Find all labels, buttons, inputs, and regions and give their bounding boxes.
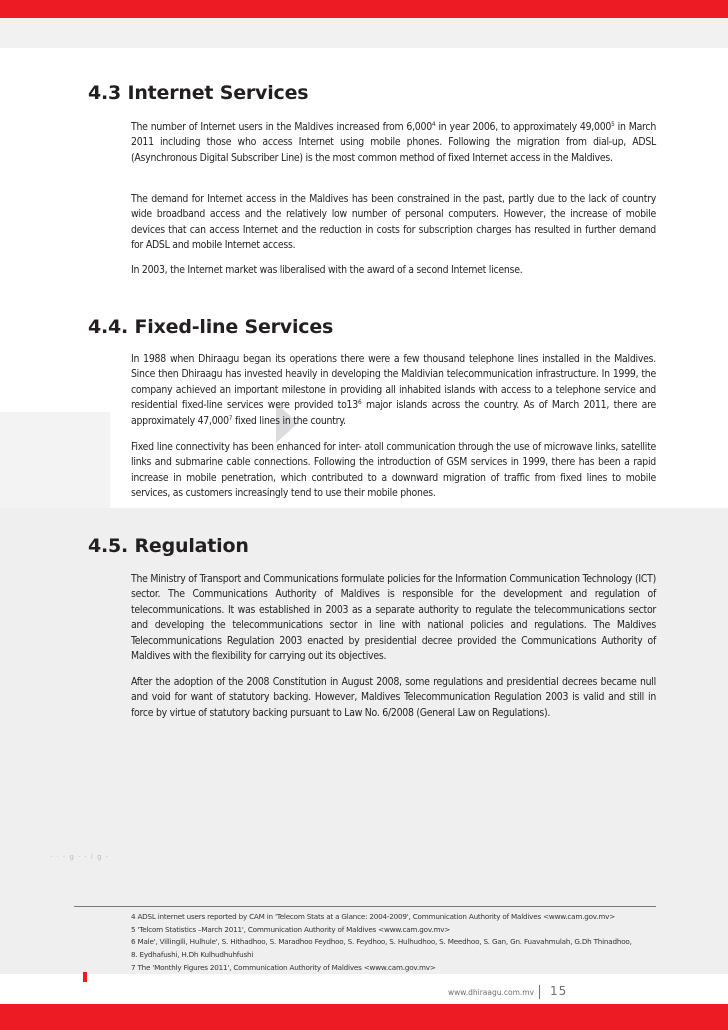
footnote-marker: 4: [431, 120, 436, 128]
footnote-marker: 6: [357, 398, 362, 407]
footnote: 5 'Telcom Statistics –March 2011', Communication Authority of Maldives <www.cam.gov.mv>: [131, 924, 451, 934]
paragraph: After the adoption of the 2008 Constitution in August 2008, some regulations and presidential decrees became null and void for want of statutory backing. However, Maldives Telecommunication Regulation 2003 is valid and still in force by virtue of statutory backing pursuant to Law No. 6/2008 (General Law on Regulations).: [131, 676, 656, 719]
footnote-marker: 7: [228, 413, 233, 422]
top-red-band: [0, 0, 728, 18]
footer-separator: [539, 985, 540, 999]
footnote: 7 The 'Monthly Figures 2011', Communication Authority of Maldives <www.cam.gov.mv>: [131, 962, 436, 972]
footnote: 4 ADSL internet users reported by CAM in 'Telecom Stats at a Glance: 2004-2009', Communication Authority of Maldives <www.cam.gov.mv>: [131, 912, 616, 921]
footnote: 8. Eydhafushi, H.Dh Kulhudhuhfushi: [131, 950, 254, 960]
footer-bar: [0, 974, 728, 1004]
heading-internet-services: 4.3 Internet Services: [88, 82, 309, 104]
footer-website-link[interactable]: www.dhiraagu.com.mv: [448, 988, 535, 997]
footnote-divider: [74, 906, 656, 907]
footer-accent-mark: [83, 972, 87, 982]
page-number: 15: [550, 984, 568, 998]
paragraph: The number of Internet users in the Maldives increased from 6,000$^4$ in year 2006, to approximately 49,000$^5$ in March 2011 including those who access Internet using mobile phones. Following the migration from dial-up, ADSL (Asynchronous Digital Subscriber Line) is the most common method of fixed Internet access in the Maldives.: [131, 120, 656, 164]
footnote-marker: 5: [611, 120, 615, 128]
paragraph: The Ministry of Transport and Communications formulate policies for the Information Communication Technology (ICT) sector. The Communications Authority of Maldives is responsible for the development and regulation of telecommunications. It was established in 2003 as a separate authority to regulate the telecommunications sector and developing the telecommunications sector in line with national policies and regulations. The Maldives Telecommunications Regulation 2003 enacted by presidential decree provided the Communications Authority of Maldives with the flexibility for carrying out its objectives.: [131, 573, 656, 663]
left-grey-block: [0, 412, 110, 508]
footnote: 6 Male', Villingili, Hulhule', S. Hithadhoo, S. Maradhoo Feydhoo, S. Feydhoo, S. Hulhudhoo, S. Meedhoo, S. Gan, Gn. Fuavahmulah, G.Dh Thinadhoo,: [131, 937, 632, 947]
footnotes: [131, 911, 671, 975]
paragraph: Fixed line connectivity has been enhanced for inter- atoll communication through the use of microwave links, satellite links and submarine cable connections. Following the introduction of GSM services in 1999, there has been a rapid increase in mobile penetration, which contributed to a downward migration of traffic from fixed lines to mobile services, as customers increasingly tend to use their mobile phones.: [131, 441, 656, 500]
heading-fixed-line-services: 4.4. Fixed-line Services: [88, 316, 334, 338]
paragraph: In 2003, the Internet market was liberalised with the award of a second Internet license.: [131, 264, 523, 276]
paragraph: The demand for Internet access in the Maldives has been constrained in the past, partly due to the lack of country wide broadband access and the relatively low number of personal computers. However, the increase of mobile devices that can access Internet and the reduction in costs for subscription charges has resulted in further demand for ADSL and mobile Internet access.: [131, 193, 656, 252]
top-grey-band: [0, 18, 728, 48]
heading-regulation: 4.5. Regulation: [88, 535, 249, 557]
paragraph: In 1988 when Dhiraagu began its operations there were a few thousand telephone lines installed in the Maldives. Since then Dhiraagu has invested heavily in developing the Maldivian telecommunication infrastructure. In 1999, the company achieved an important milestone in providing all inhabited islands with access to a telephone service and residential fixed-line services were provided $to13^6$ major islands across the country. As of March 2011, there are approximately 47,000$^7$ fixed lines in the country.: [131, 353, 656, 427]
side-margin-mark: · · · g · · i g ·: [50, 853, 109, 861]
